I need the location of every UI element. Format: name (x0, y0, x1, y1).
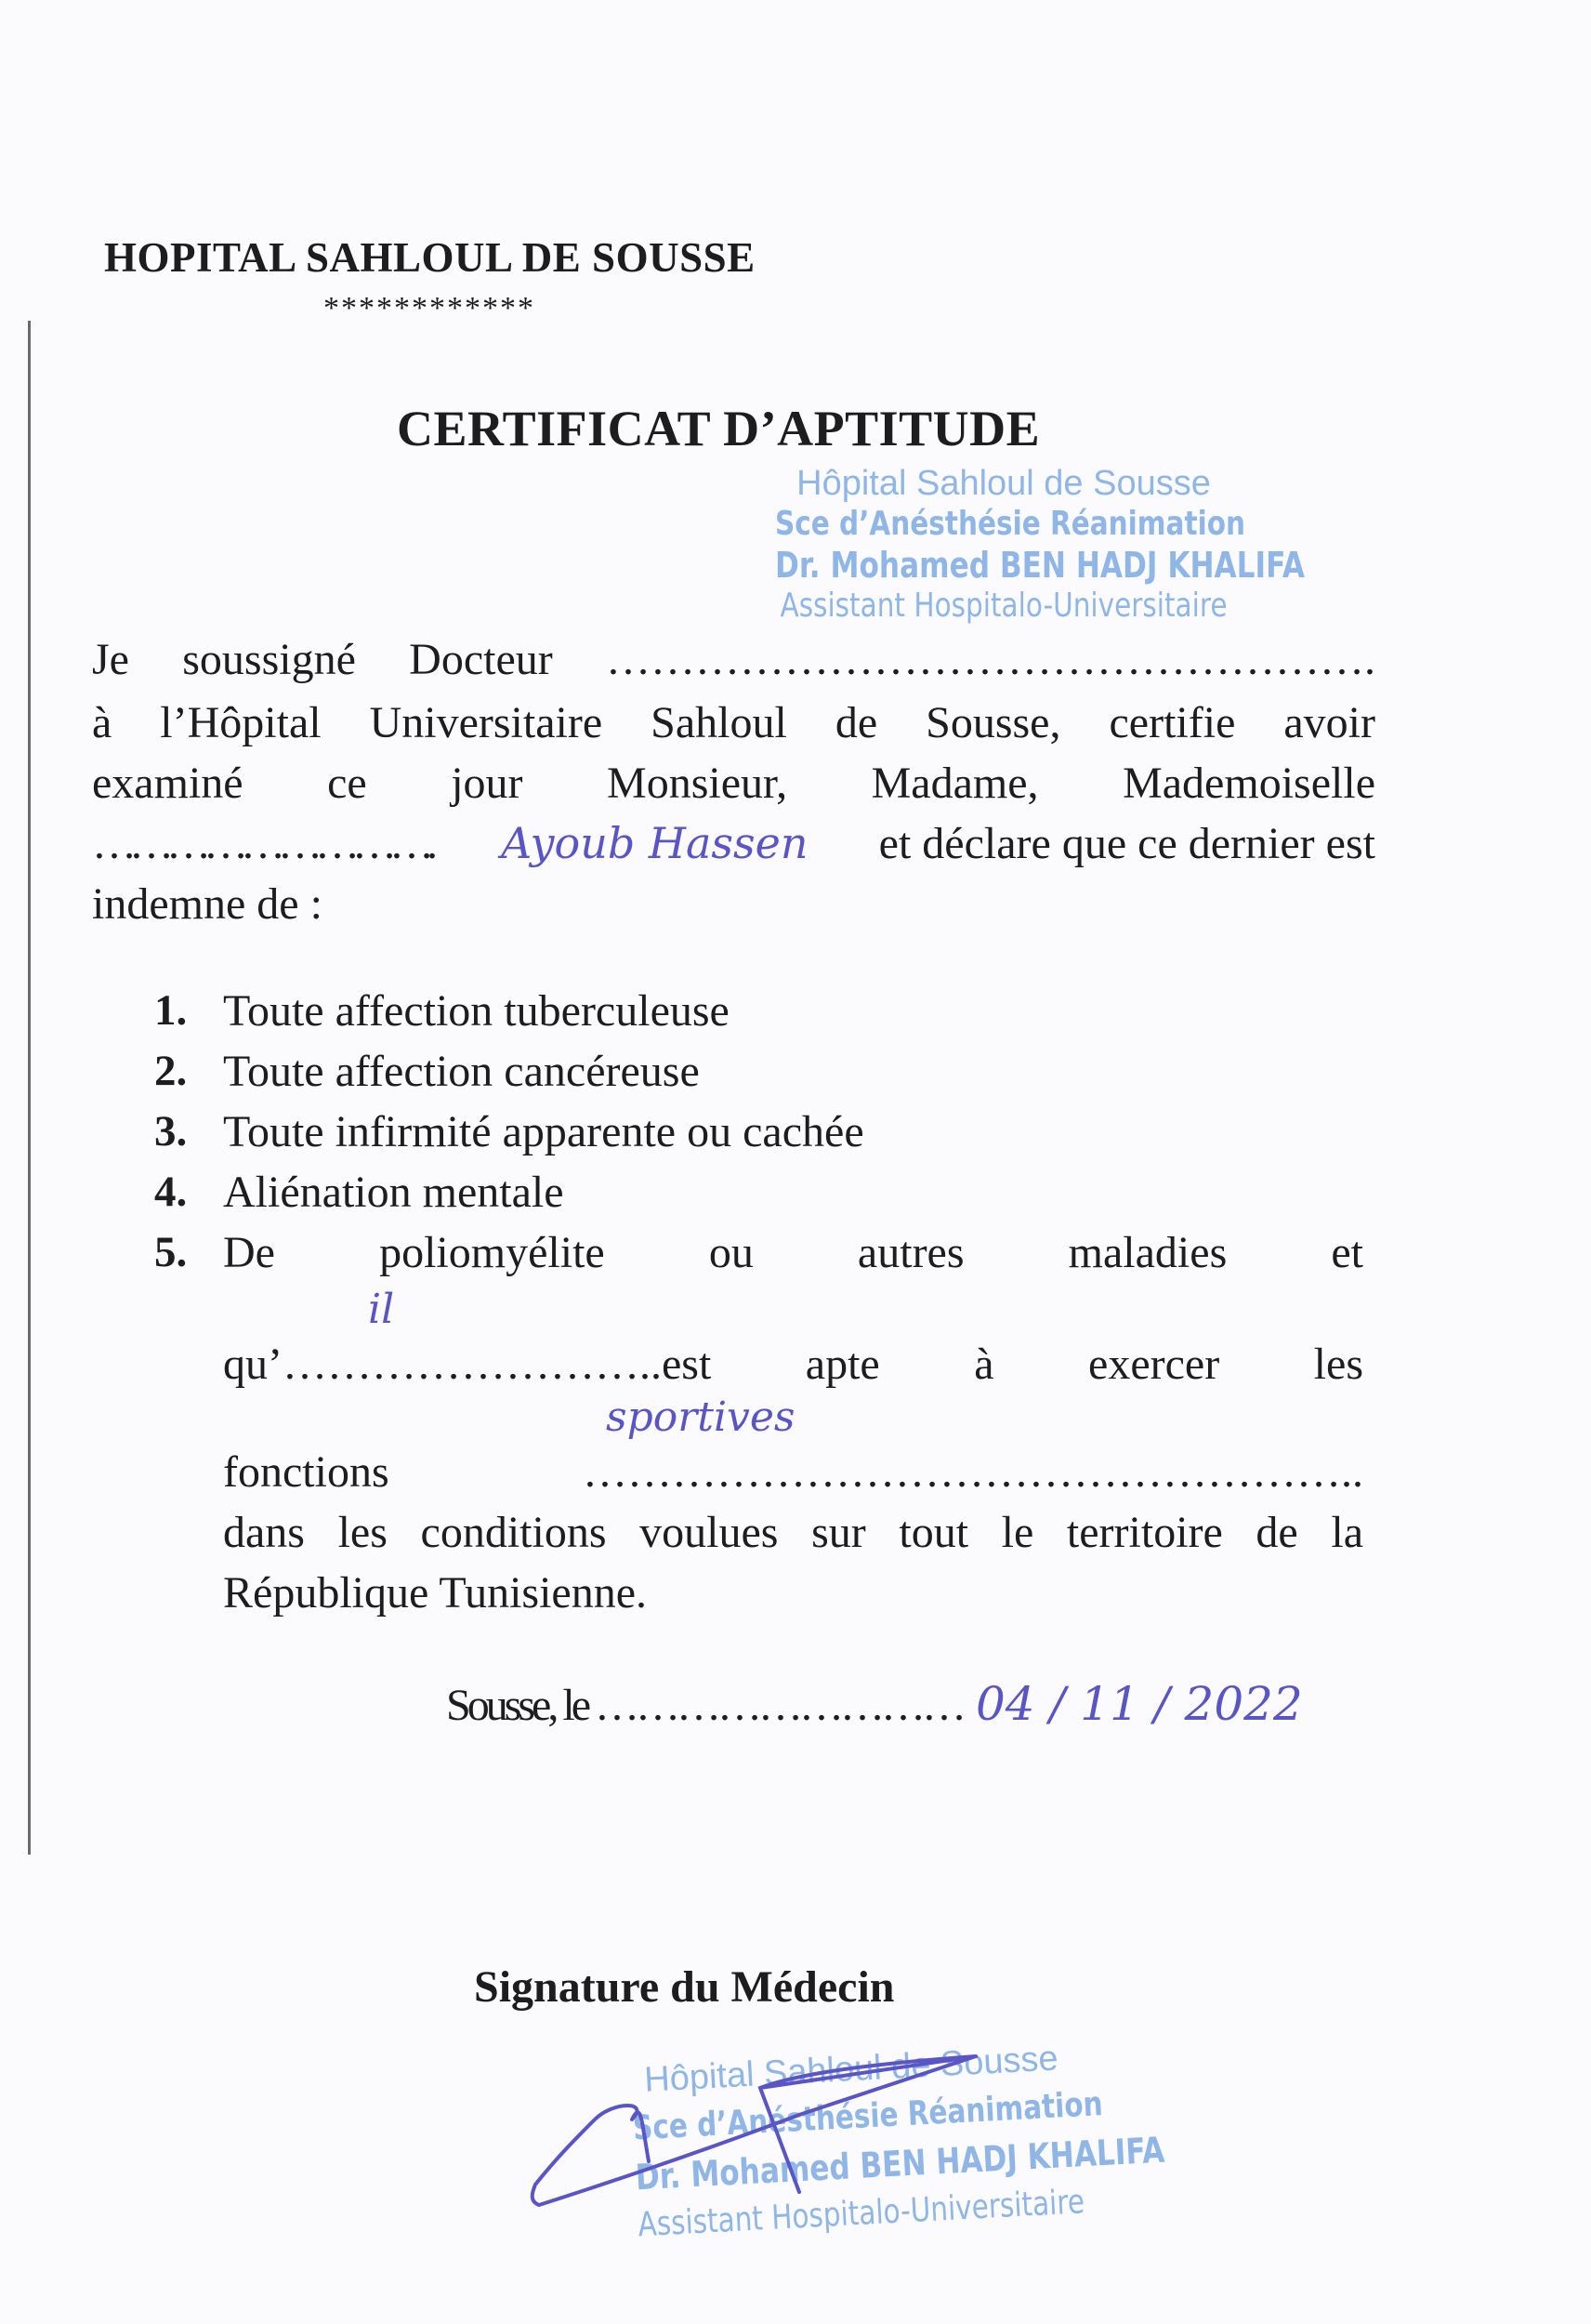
handwritten-signature (520, 2027, 1166, 2268)
place-date-label: Sousse, le ……………………… (446, 1681, 963, 1730)
list-number: 3. (154, 1107, 188, 1155)
continuation-line-1: qu’……………………..est apte à exercer les (223, 1340, 1363, 1389)
name-dots: ………………………. (92, 819, 430, 868)
page-edge (28, 321, 31, 1855)
body-line-1: Je soussigné Docteur ……………………………………………. (92, 635, 1375, 684)
list-item: Toute infirmité apparente ou cachée (223, 1107, 864, 1156)
stamp-line: Dr. Mohamed BEN HADJ KHALIFA (634, 2129, 1166, 2199)
body-line-5: indemne de : (92, 879, 322, 929)
body-line-4 (92, 818, 1375, 869)
body-line-3: examiné ce jour Monsieur, Madame, Mademoiselle (92, 759, 1375, 808)
signature-label: Signature du Médecin (474, 1962, 895, 2012)
stamp-line: Sce d’Anésthésie Réanimation (775, 505, 1246, 543)
doctor-stamp-top (725, 463, 1305, 627)
date-handwritten: 04 / 11 / 2022 (976, 1677, 1303, 1731)
body-line-4-text: et déclare que ce dernier est (878, 819, 1375, 868)
stamp-line: Sce d’Anésthésie Réanimation (632, 2085, 1104, 2148)
list-item: De poliomyélite ou autres maladies et (223, 1228, 1363, 1277)
stamp-line: Hôpital Sahloul de Sousse (643, 2039, 1059, 2100)
continuation-line-2: fonctions …………………………………………….. (223, 1447, 1363, 1497)
hospital-name: HOPITAL SAHLOUL DE SOUSSE (104, 234, 756, 281)
continuation-line-4: République Tunisienne. (223, 1568, 648, 1618)
list-item: Toute affection tuberculeuse (223, 986, 730, 1036)
list-number: 5. (154, 1228, 188, 1276)
list-number: 4. (154, 1168, 188, 1216)
stars-divider: ************ (323, 291, 535, 325)
signature-stroke (533, 2056, 976, 2205)
list-item: Toute affection cancéreuse (223, 1047, 700, 1096)
continuation-line-3: dans les conditions voulues sur tout le territoire de la (223, 1508, 1363, 1557)
place-date-row (446, 1678, 1303, 1732)
list-number: 1. (154, 986, 188, 1035)
function-handwritten: sportives (606, 1393, 796, 1441)
stamp-line: Assistant Hospitalo-Universitaire (637, 2183, 1085, 2245)
page-title: CERTIFICAT D’APTITUDE (397, 401, 1041, 456)
list-number: 2. (154, 1047, 188, 1095)
stamp-line: Dr. Mohamed BEN HADJ KHALIFA (775, 545, 1305, 586)
pronoun-handwritten: il (368, 1286, 395, 1333)
stamp-line: Assistant Hospitalo-Universitaire (780, 587, 1228, 625)
patient-name-handwritten: Ayoub Hassen (501, 818, 809, 868)
body-line-2: à l’Hôpital Universitaire Sahloul de Sousse, certifie avoir (92, 698, 1375, 747)
stamp-line: Hôpital Sahloul de Sousse (796, 464, 1211, 503)
list-item: Aliénation mentale (223, 1168, 564, 1217)
